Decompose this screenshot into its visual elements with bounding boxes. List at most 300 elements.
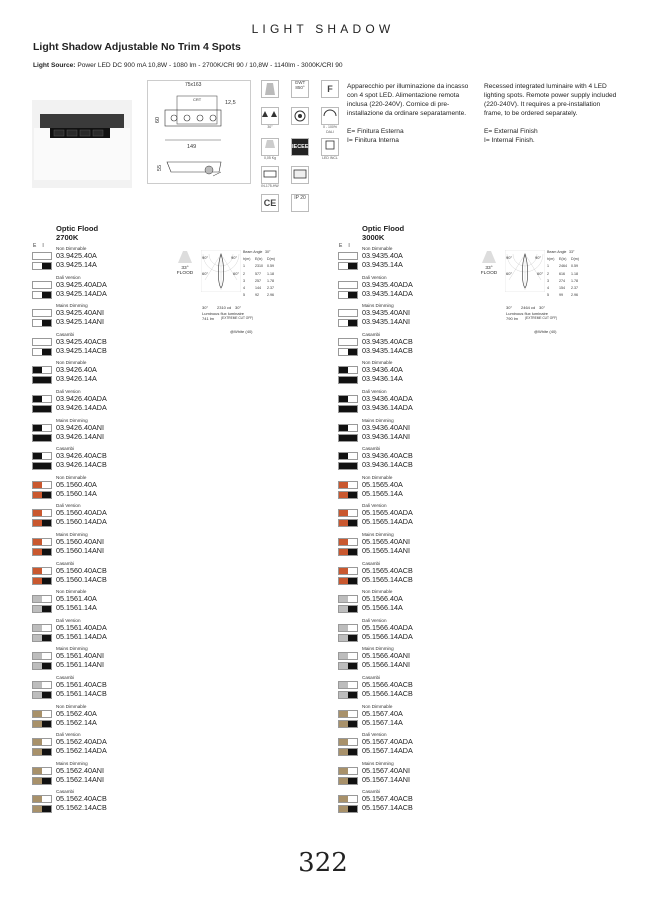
finish-swatch [32,481,52,489]
article-code: 05.1560.14ANI [56,546,104,555]
external-finish-swatch [339,510,348,516]
external-finish-swatch [339,749,348,755]
external-finish-swatch [33,453,42,459]
finish-swatch [32,434,52,442]
external-finish-swatch [33,739,42,745]
icon-grid [258,80,344,216]
article-code: 05.1560.14A [56,488,97,498]
internal-finish-swatch [348,406,357,412]
external-finish-swatch [339,253,348,259]
finish-swatch [338,452,358,460]
external-finish-swatch [33,692,42,698]
article-code: 05.1566.40ADA [362,622,413,632]
article-code: 03.9436.40A [362,365,403,375]
product-photo [32,100,132,188]
external-finish-swatch [339,406,348,412]
finish-swatch [32,376,52,384]
internal-finish-swatch [348,682,357,688]
article-code: 05.1560.40ANI [56,537,104,546]
external-finish-swatch [33,625,42,631]
external-finish-swatch [339,377,348,383]
finish-swatch [32,491,52,499]
article-code: 05.1561.40ADA [56,622,107,632]
internal-finish-swatch [348,510,357,516]
finish-swatch [32,405,52,413]
code-group [32,303,162,332]
article-code: 05.1561.40A [56,594,97,604]
internal-finish-swatch [42,596,51,602]
finish-swatch [32,252,52,260]
version-label: Dali Version [56,274,81,280]
internal-finish-swatch [42,349,51,355]
external-finish-swatch [339,692,348,698]
finish-swatch [32,624,52,632]
version-label: Dali Version [362,389,387,394]
version-label: Dali Version [362,617,387,623]
finish-swatch [338,748,358,756]
article-code: 05.1561.14ACB [56,689,107,698]
finish-swatch [32,309,52,317]
finish-swatch [338,509,358,517]
article-code: 05.1560.14ACB [56,574,107,584]
finish-swatch [32,509,52,517]
code-group [338,789,468,818]
article-code: 03.9426.14ADA [56,403,107,412]
internal-finish-swatch [348,453,357,459]
external-finish-swatch [33,425,42,431]
beam-table-right [547,250,583,300]
dim-small: 55 [157,164,164,172]
internal-finish-swatch [348,263,357,269]
deg60-left-l: 60° [202,271,209,276]
article-code: 05.1561.40ACB [56,680,107,689]
external-finish-swatch [33,806,42,812]
internal-finish-swatch [348,396,357,402]
table-header: h(m) [243,257,251,262]
article-code: 05.1567.14A [362,717,403,727]
internal-finish-swatch [42,625,51,631]
version-label: Dali Version [56,389,81,394]
external-finish-swatch [339,492,348,498]
internal-finish-swatch [42,539,51,545]
table-cell: 274 [559,278,565,283]
article-code: 05.1567.40ANI [362,765,410,775]
article-code: 05.1565.40ACB [362,565,413,575]
internal-finish-swatch [42,263,51,269]
flux-label-right: Luminous flux luminaire [506,311,549,316]
version-label: Non Dimmable [56,246,87,251]
finish-swatch [32,567,52,575]
version-label: Dali Version [362,503,387,509]
deg90-right-r: 90° [535,255,542,260]
finish-swatch [338,424,358,432]
version-label: Non Dimmable [362,703,393,709]
article-code: 05.1560.40A [56,479,97,489]
internal-finish-swatch [348,596,357,602]
code-group [338,532,468,561]
finish-swatch [338,262,358,270]
external-finish-swatch [33,635,42,641]
external-finish-swatch [33,292,42,298]
external-finish-swatch [33,349,42,355]
article-code: 05.1565.40ANI [362,537,410,546]
finish-external-en: E= External Finish [484,128,538,135]
finish-swatch [338,652,358,660]
article-code: 05.1562.40ADA [56,737,107,747]
external-finish-swatch [339,596,348,602]
external-finish-swatch [33,463,42,469]
internal-finish-swatch [42,749,51,755]
finish-swatch [338,720,358,728]
table-cell: 0.59 [571,264,578,269]
code-group [32,503,162,532]
maxcd-right: 2464 cd [521,305,536,310]
version-label: Non Dimmable [362,474,393,480]
beam-value-left: 30° [265,250,271,254]
finish-swatch [32,548,52,556]
internal-finish-swatch [42,568,51,574]
external-finish-swatch [33,310,42,316]
article-code: 03.9425.14ACB [56,345,107,355]
external-finish-swatch [33,568,42,574]
right-optic: Optic Flood [362,224,405,233]
internal-finish-swatch [348,349,357,355]
version-label: Non Dimmable [56,360,87,366]
weight-icon [261,138,279,156]
table-cell: 2310 [255,264,263,269]
external-finish-swatch [339,435,348,441]
finish-swatch [338,338,358,346]
version-label: Dali Version [362,274,387,280]
article-code: 03.9426.40A [56,365,97,375]
finish-external-it: E= Finitura Esterna [347,128,404,135]
finish-swatch [338,491,358,499]
flux-right: 790 lm [506,316,519,321]
finish-swatch [338,405,358,413]
light-source-text: Power LED DC 900 mA 10,8W - 1080 lm - 2700K/CRI 90 / 10,8W - 1140lm - 3000K/CRI 90 [75,62,343,69]
version-label: Non Dimmable [362,360,393,366]
version-label: Non Dimmable [56,474,87,480]
internal-finish-swatch [42,653,51,659]
external-finish-swatch [339,292,348,298]
light-source-label: Light Source: [33,62,76,69]
external-finish-swatch [33,282,42,288]
internal-finish-swatch [348,539,357,545]
internal-finish-swatch [348,435,357,441]
photometry-left [173,250,285,345]
table-header: h(m) [547,257,555,262]
article-code: 03.9425.40A [56,251,97,260]
external-finish-swatch [339,768,348,774]
finish-swatch [32,595,52,603]
finish-swatch [32,577,52,585]
table-cell: 2.96 [267,293,274,298]
article-code: 05.1566.40A [362,594,403,604]
finish-swatch [338,366,358,374]
code-group [32,475,162,504]
external-finish-swatch [339,282,348,288]
article-code: 05.1565.14A [362,488,403,498]
article-code: 05.1560.40ACB [56,565,107,575]
table-cell: 4 [243,285,245,290]
finish-right: @White (40) [534,329,557,334]
code-group [32,275,162,304]
internal-finish-swatch [42,253,51,259]
finish-swatch [32,462,52,470]
version-label: Mains Dimming [56,760,88,766]
internal-finish-swatch [42,796,51,802]
technical-drawing [147,80,251,184]
code-group [32,532,162,561]
version-label: Casambi [362,446,381,452]
external-finish-swatch [33,778,42,784]
finish-swatch [32,805,52,813]
article-code: 05.1565.14ANI [362,546,410,555]
finish-swatch [338,519,358,527]
maxcd-left: 2310 cd [217,305,232,310]
cutoff-left: (EXTREME CUT OFF) [221,316,254,320]
finish-swatch [32,262,52,270]
version-label: Mains Dimming [362,760,394,766]
finish-swatch [32,720,52,728]
article-code: 05.1565.14ACB [362,574,413,584]
code-group [32,246,162,275]
finish-swatch [338,348,358,356]
f-mark-icon: F [321,80,339,98]
finish-swatch [32,691,52,699]
internal-finish-swatch [348,320,357,326]
finish-swatch [338,681,358,689]
article-code: 03.9425.14ANI [56,317,104,327]
finish-swatch [338,595,358,603]
table-cell: 99 [559,293,563,298]
external-finish-swatch [33,711,42,717]
article-code: 05.1565.14ADA [362,517,413,527]
finish-swatch [338,738,358,746]
finish-swatch [338,376,358,384]
article-code: 03.9436.14A [362,374,403,384]
article-code: 03.9436.14ACB [362,460,413,470]
code-group [338,646,468,675]
internal-finish-swatch [42,520,51,526]
article-code: 05.1567.40ADA [362,737,413,747]
finish-swatch [32,291,52,299]
internal-finish-swatch [42,396,51,402]
article-code: 05.1566.14ACB [362,689,413,698]
internal-finish-swatch [42,510,51,516]
table-cell: 2 [547,271,549,276]
internal-finish-swatch [42,406,51,412]
finish-swatch [32,777,52,785]
external-finish-swatch [339,806,348,812]
version-label: Mains Dimming [56,417,88,423]
article-code: 03.9426.14A [56,374,97,384]
internal-finish-swatch [42,663,51,669]
code-group [32,675,162,704]
right-e-label: E [339,243,343,249]
external-finish-swatch [339,778,348,784]
dim-side: 12,5 [225,100,236,106]
ce-icon: CE [261,194,279,212]
deg90-right-l: 90° [506,255,513,260]
external-finish-swatch [339,635,348,641]
adjustable-icon [261,107,279,125]
dimming-range-label: 0 - 100% [322,125,337,129]
internal-finish-swatch [42,463,51,469]
internal-finish-swatch [348,339,357,345]
article-code: 05.1565.40A [362,479,403,489]
table-cell: 616 [559,271,565,276]
finish-swatch [338,319,358,327]
table-cell: 257 [255,278,261,283]
description-italian [347,82,479,145]
deg30-right-r: 30° [539,305,546,310]
code-group [32,789,162,818]
code-group [338,446,468,475]
internal-finish-swatch [348,721,357,727]
internal-finish-swatch [348,606,357,612]
internal-finish-swatch [42,310,51,316]
right-column-header [362,224,404,242]
external-finish-swatch [339,367,348,373]
table-cell: 2.37 [571,285,578,290]
article-code: 03.9436.40ANI [362,422,410,432]
weight-label: 0,05 Kg [263,156,277,160]
code-group [32,360,162,389]
article-code: 03.9435.14A [362,260,403,269]
external-finish-swatch [339,739,348,745]
code-group [32,589,162,618]
article-code: 03.9426.40ANI [56,422,104,432]
left-i-label: I [42,243,44,249]
external-finish-swatch [339,653,348,659]
code-group [338,732,468,761]
code-group [338,589,468,618]
internal-finish-swatch [42,739,51,745]
dimming-icon [321,107,339,125]
left-cct: 2700K [56,233,79,242]
page-number: 322 [298,848,348,878]
finish-swatch [32,662,52,670]
table-cell: 1.78 [267,278,274,283]
article-code: 03.9436.40ACB [362,451,413,461]
finish-swatch [338,538,358,546]
finish-swatch [338,777,358,785]
right-cct: 3000K [362,233,385,242]
article-code: 03.9425.40ACB [56,336,107,346]
version-label: Mains Dimming [362,417,394,423]
internal-finish-swatch [42,320,51,326]
article-code: 05.1562.14ACB [56,803,107,813]
external-finish-swatch [33,721,42,727]
led-included-icon [321,138,339,156]
dim-top2: CRT [193,97,202,102]
driver-icon [261,166,279,184]
internal-finish-swatch [348,549,357,555]
version-label: Casambi [56,789,75,795]
table-cell: 3 [243,278,245,283]
table-cell: 2 [243,271,245,276]
finish-swatch [338,252,358,260]
article-code: 05.1562.14A [56,717,97,727]
code-group [32,418,162,447]
description-it-text: Apparecchio per illuminazione da incasso con 4 spot LED. Alimentazione remota inclusa (220-240V). Cornice di pre-installazione da ordinare separatamente. [347,83,469,117]
table-cell: 2.37 [267,285,274,290]
right-i-label: I [348,243,350,249]
article-code: 05.1567.14ADA [362,746,413,756]
internal-finish-swatch [42,435,51,441]
table-header: D(m) [267,257,275,262]
flux-label-left: Luminous flux luminaire [202,311,245,316]
external-finish-swatch [339,339,348,345]
version-label: Dali Version [362,732,387,738]
article-code: 05.1562.40ANI [56,765,104,775]
ip20-icon: IP 20 [291,194,309,212]
deg60-right-r: 60° [537,271,544,276]
table-cell: 144 [255,285,261,290]
downlight-icon [261,80,279,98]
external-finish-swatch [339,578,348,584]
article-code: 05.1566.14ADA [362,631,413,641]
external-finish-swatch [33,653,42,659]
finish-swatch [338,481,358,489]
table-cell: 5 [547,293,549,298]
led-included-label: LED INCL [322,156,338,160]
finish-swatch [32,538,52,546]
frame-code-label: IN-175-HW [261,184,279,188]
external-finish-swatch [339,682,348,688]
external-finish-swatch [339,711,348,717]
internal-finish-swatch [348,253,357,259]
flood-angle-left: 33° [181,266,189,271]
finish-swatch [338,281,358,289]
external-finish-swatch [339,663,348,669]
internal-finish-swatch [348,425,357,431]
article-code: 05.1561.14ADA [56,631,107,641]
finish-swatch [32,634,52,642]
code-group [32,332,162,361]
dim-left: 60 [155,116,162,124]
external-finish-swatch [339,463,348,469]
finish-swatch [338,662,358,670]
external-finish-swatch [339,349,348,355]
code-group [338,360,468,389]
table-cell: 1 [547,264,549,269]
code-group [32,646,162,675]
internal-finish-swatch [42,292,51,298]
version-label: Mains Dimming [56,303,88,309]
article-code: 03.9425.40ADA [56,279,107,289]
internal-finish-swatch [348,310,357,316]
external-finish-swatch [339,625,348,631]
left-optic: Optic Flood [56,224,99,233]
article-code: 05.1566.14ANI [362,660,410,670]
external-finish-swatch [33,606,42,612]
version-label: Non Dimmable [56,703,87,709]
version-label: Mains Dimming [56,532,88,537]
external-finish-swatch [33,377,42,383]
internal-finish-swatch [348,482,357,488]
finish-swatch [32,748,52,756]
code-group [338,418,468,447]
external-finish-swatch [339,453,348,459]
cutoff-right: (EXTREME CUT OFF) [525,316,558,320]
article-code: 03.9436.14ADA [362,403,413,412]
code-group [338,503,468,532]
code-group [338,761,468,790]
article-code: 03.9435.40A [362,251,403,260]
finish-swatch [32,281,52,289]
